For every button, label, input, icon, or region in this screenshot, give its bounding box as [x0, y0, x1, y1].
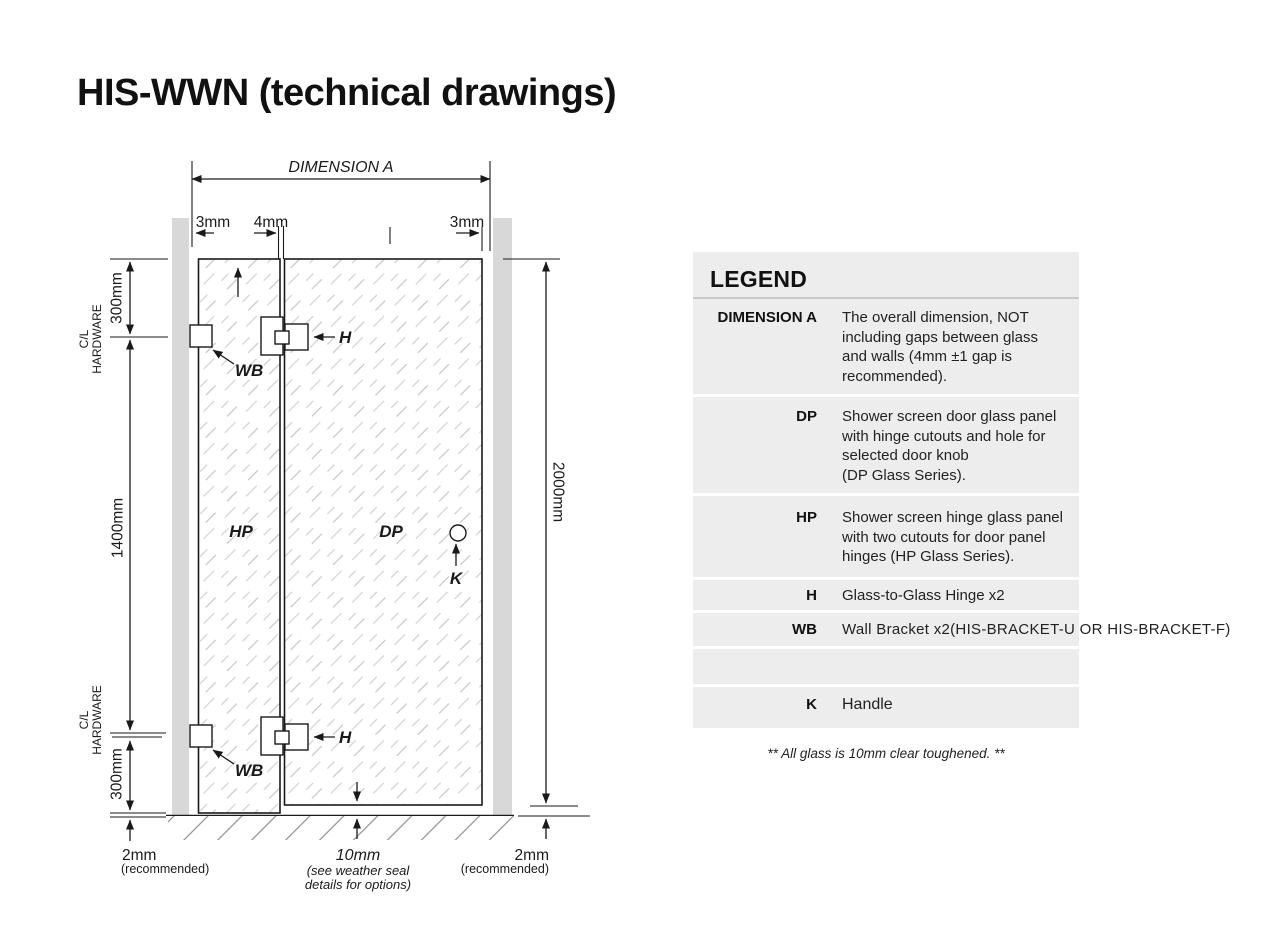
legend-row-k — [693, 684, 1079, 729]
segment-mid-label: 1400mm — [109, 497, 127, 559]
legend-row-wb — [693, 610, 1231, 646]
floor — [166, 815, 514, 840]
segment-bottom-label: 300mm — [108, 748, 126, 800]
hinge-top-label: H — [339, 328, 352, 347]
legend-panel — [693, 252, 1231, 728]
legend-term: DP — [796, 408, 817, 425]
left-wall — [172, 218, 189, 816]
knob-label: K — [449, 569, 463, 588]
hinge-bottom-knuckle — [275, 731, 289, 744]
top-gap-dimensions — [196, 214, 484, 259]
wall-bracket-bottom — [190, 725, 212, 747]
floor-mid-note2: details for options) — [304, 877, 412, 892]
legend-row-dp — [693, 394, 1079, 493]
wall-bracket-top — [190, 325, 212, 347]
floor-left-note: (recommended) — [121, 862, 210, 876]
floor-right-label: 2mm — [514, 847, 549, 864]
segment-top-label: 300mm — [108, 272, 126, 324]
dimension-a-label: DIMENSION A — [288, 159, 394, 176]
legend-term: HP — [796, 509, 817, 526]
gap-left-label: 3mm — [195, 214, 231, 231]
hinge-top-knuckle — [275, 331, 289, 344]
bracket-bottom-label: WB — [235, 761, 264, 780]
gap-right-label: 3mm — [449, 214, 485, 231]
legend-row-h — [693, 577, 1079, 611]
legend-desc: Shower screen door glass panel with hinge cutouts and hole for selected door knob (DP Glass Series). — [842, 408, 1057, 484]
left-dimensions — [77, 259, 168, 841]
gap-mid-label: 4mm — [253, 214, 289, 231]
height-dimension — [503, 259, 590, 839]
floor-right-note: (recommended) — [460, 862, 549, 876]
legend-desc: The overall dimension, NOT including gaps between glass and walls (4mm ±1 gap is recommended). — [842, 309, 1038, 385]
legend-term: H — [806, 586, 817, 604]
floor-mid-label: 10mm — [335, 847, 381, 864]
legend-term: K — [806, 695, 817, 713]
floor-mid-note1: (see weather seal — [306, 863, 410, 878]
legend-row-hp — [693, 493, 1079, 577]
hinge-panel-label: HP — [229, 522, 253, 541]
legend-desc: Handle — [842, 695, 893, 713]
hinge-bottom-label: H — [339, 728, 352, 747]
legend-row-dimension-a — [693, 299, 1079, 394]
page-title: HIS-WWN (technical drawings) — [77, 72, 617, 114]
door-panel-label: DP — [379, 522, 403, 541]
bracket-top-label: WB — [235, 361, 264, 380]
legend-term: DIMENSION A — [717, 309, 817, 326]
height-label: 2000mm — [549, 461, 567, 523]
legend-title: LEGEND — [693, 252, 1079, 299]
cl-bottom-line2: HARDWARE — [90, 685, 105, 755]
legend-desc: Shower screen hinge glass panel with two cutouts for door panel hinges (HP Glass Series). — [842, 509, 1063, 565]
legend-term: WB — [792, 621, 817, 638]
right-wall — [493, 218, 512, 816]
cl-top-line1: C/L — [77, 329, 92, 349]
bottom-labels — [121, 847, 549, 892]
legend-desc: Wall Bracket x2(HIS-BRACKET-U OR HIS-BRACKET-F) — [842, 621, 1231, 638]
dimension-a — [192, 159, 490, 251]
legend-desc: Glass-to-Glass Hinge x2 — [842, 586, 1005, 604]
cl-top-line2: HARDWARE — [90, 304, 105, 374]
cl-bottom-line1: C/L — [77, 710, 92, 730]
knob-hole — [450, 525, 466, 541]
floor-hatch — [168, 816, 514, 840]
legend-row-empty — [693, 646, 1079, 684]
legend-footnote: ** All glass is 10mm clear toughened. ** — [767, 746, 1005, 761]
floor-left-label: 2mm — [122, 847, 157, 864]
